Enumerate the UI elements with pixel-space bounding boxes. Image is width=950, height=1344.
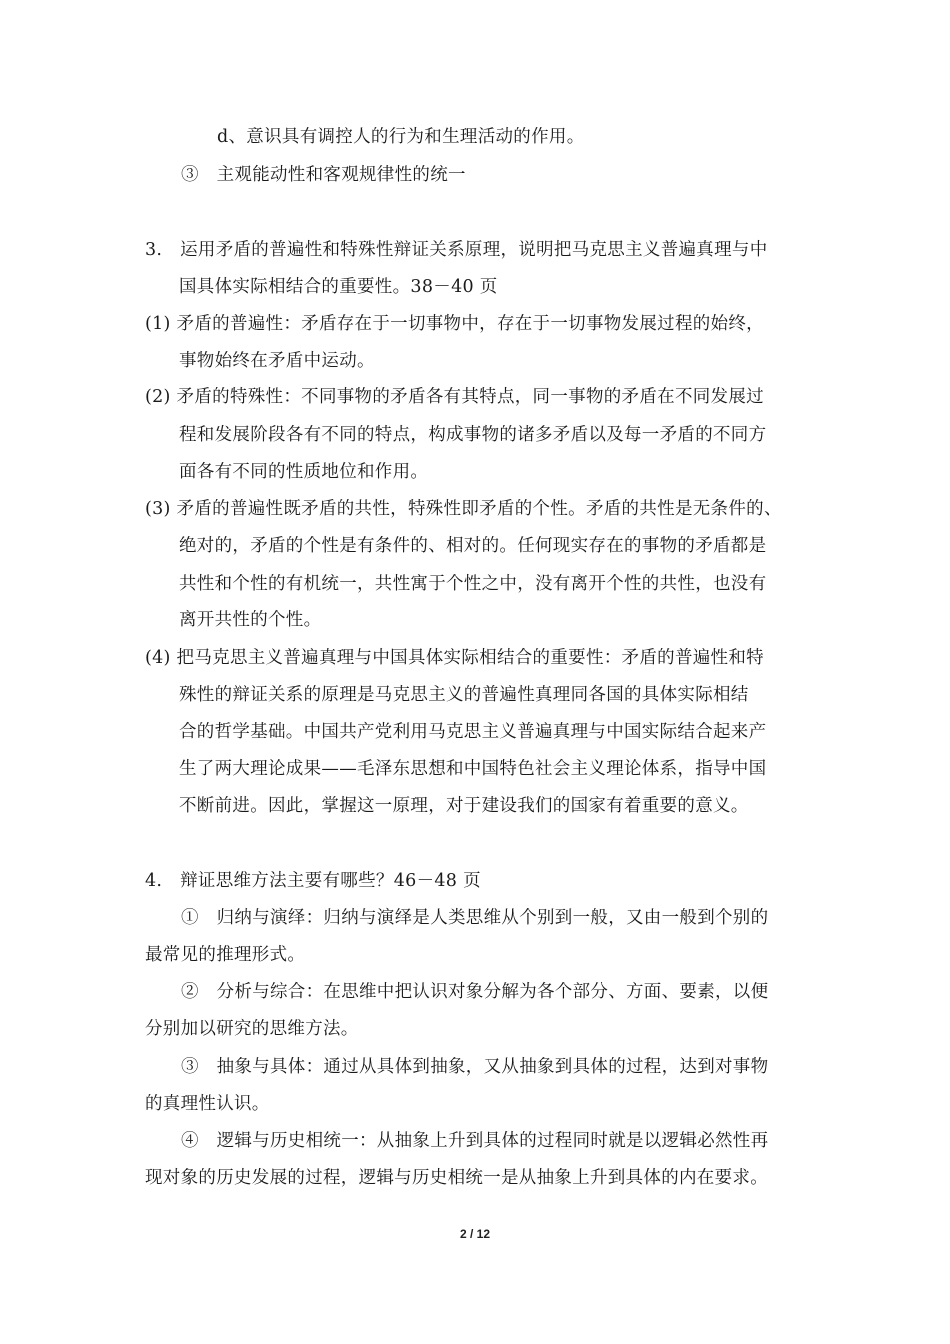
- q3-point-2-line1: (2) 矛盾的特殊性：不同事物的矛盾各有其特点，同一事物的矛盾在不同发展过: [145, 387, 764, 407]
- q4-method-1-line1: ① 归纳与演绎：归纳与演绎是人类思维从个别到一般，又由一般到个别的: [181, 908, 769, 928]
- item-3-unity: ③ 主观能动性和客观规律性的统一: [181, 165, 466, 185]
- q3-point-4-line5: 不断前进。因此，掌握这一原理，对于建设我们的国家有着重要的意义。: [179, 796, 749, 816]
- q4-method-3-line1: ③ 抽象与具体：通过从具体到抽象，又从抽象到具体的过程，达到对事物: [181, 1057, 769, 1077]
- q3-point-3-line2: 绝对的，矛盾的个性是有条件的、相对的。任何现实存在的事物的矛盾都是: [179, 536, 767, 556]
- q3-point-2-line2: 程和发展阶段各有不同的特点，构成事物的诸多矛盾以及每一矛盾的不同方: [179, 425, 767, 445]
- q3-point-4-line2: 殊性的辩证关系的原理是马克思主义的普遍性真理同各国的具体实际相结: [179, 685, 749, 705]
- q4-method-4-line1: ④ 逻辑与历史相统一：从抽象上升到具体的过程同时就是以逻辑必然性再: [181, 1131, 769, 1151]
- question-3-title-line2: 国具体实际相结合的重要性。38－40 页: [179, 277, 498, 297]
- q3-point-1-line1: (1) 矛盾的普遍性：矛盾存在于一切事物中，存在于一切事物发展过程的始终，: [145, 314, 764, 334]
- q3-point-1-line2: 事物始终在矛盾中运动。: [179, 351, 375, 371]
- q3-point-3-line3: 共性和个性的有机统一，共性寓于个性之中，没有离开个性的共性，也没有: [179, 574, 767, 594]
- q4-method-1-line2: 最常见的推理形式。: [145, 945, 306, 965]
- item-d: d、意识具有调控人的行为和生理活动的作用。: [217, 127, 585, 147]
- q3-point-3-line1: (3) 矛盾的普遍性既矛盾的共性，特殊性即矛盾的个性。矛盾的共性是无条件的、: [145, 499, 782, 519]
- question-4-title: 4. 辩证思维方法主要有哪些？46－48 页: [145, 871, 481, 891]
- q3-point-4-line4: 生了两大理论成果——毛泽东思想和中国特色社会主义理论体系，指导中国: [179, 759, 767, 779]
- q4-method-4-line2: 现对象的历史发展的过程，逻辑与历史相统一是从抽象上升到具体的内在要求。: [145, 1168, 768, 1188]
- q4-method-2-line1: ② 分析与综合：在思维中把认识对象分解为各个部分、方面、要素，以便: [181, 982, 769, 1002]
- question-3-title-line1: 3. 运用矛盾的普遍性和特殊性辩证关系原理，说明把马克思主义普遍真理与中: [145, 240, 768, 260]
- q3-point-2-line3: 面各有不同的性质地位和作用。: [179, 462, 429, 482]
- q4-method-3-line2: 的真理性认识。: [145, 1094, 270, 1114]
- q3-point-4-line1: (4) 把马克思主义普遍真理与中国具体实际相结合的重要性：矛盾的普遍性和特: [145, 648, 764, 668]
- q4-method-2-line2: 分别加以研究的思维方法。: [145, 1019, 359, 1039]
- q3-point-3-line4: 离开共性的个性。: [179, 610, 322, 630]
- q3-point-4-line3: 合的哲学基础。中国共产党利用马克思主义普遍真理与中国实际结合起来产: [179, 722, 767, 742]
- page-number: 2 / 12: [459, 1227, 491, 1241]
